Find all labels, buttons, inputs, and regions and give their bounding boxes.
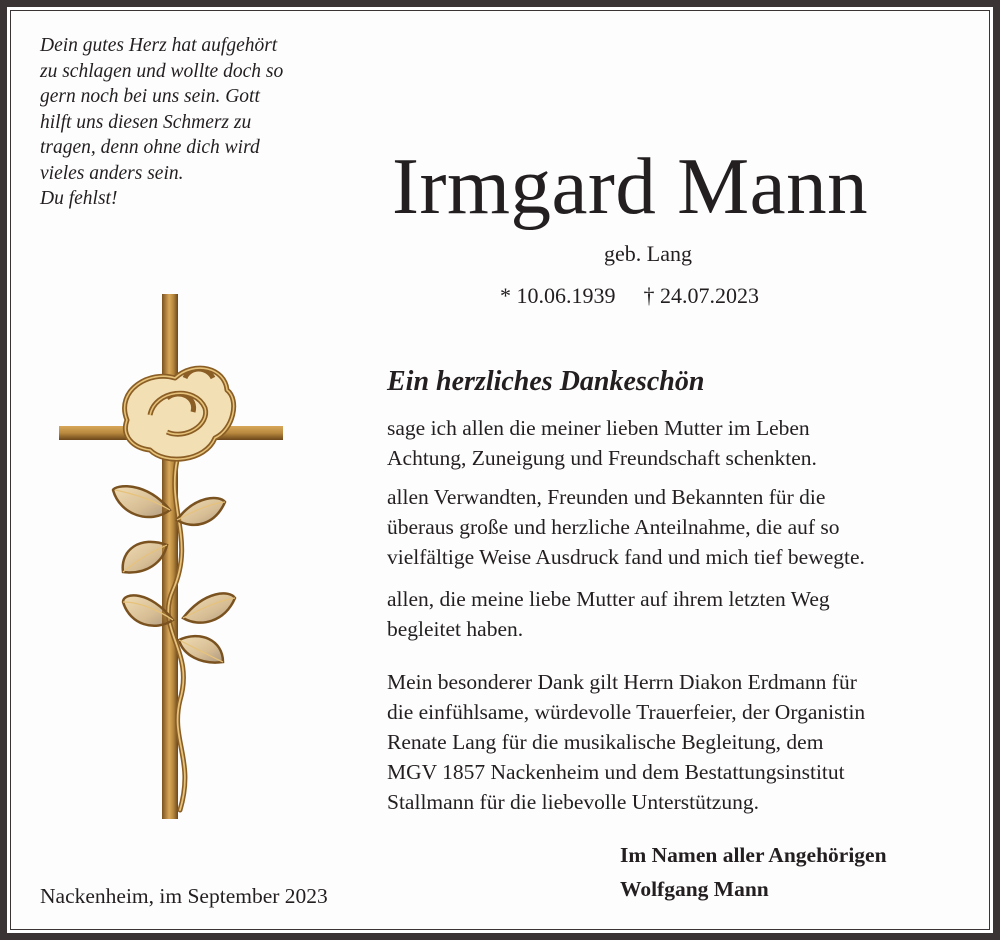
life-dates <box>500 282 759 310</box>
motto-line: Du fehlst! <box>40 188 118 209</box>
born-name: geb. Lang <box>604 241 692 266</box>
thanks-paragraph-1 <box>387 413 817 473</box>
paragraph-line: Stallmann für die liebevolle Unterstützung. <box>387 790 759 814</box>
signature-block <box>620 838 887 906</box>
signature-line-1: Im Namen aller Angehörigen <box>620 843 887 867</box>
motto-line: vieles anders sein. <box>40 162 184 184</box>
paragraph-line: sage ich allen die meiner lieben Mutter im Leben <box>387 416 810 440</box>
paragraph-line: die einfühlsame, würdevolle Trauerfeier, der Organistin <box>387 700 866 724</box>
motto-line: hilft uns diesen Schmerz zu <box>40 111 252 133</box>
cross-with-rose-icon <box>55 290 290 825</box>
thanks-paragraph-4 <box>387 667 865 817</box>
paragraph-line: Renate Lang für die musikalische Begleitung, dem <box>387 730 824 754</box>
motto-line: gern noch bei uns sein. Gott <box>40 86 260 107</box>
paragraph-line: begleitet haben. <box>387 617 524 641</box>
paragraph-line: Mein besonderer Dank gilt Herrn Diakon Erdmann für <box>387 670 857 694</box>
thanks-paragraph-3 <box>387 584 830 644</box>
paragraph-line: MGV 1857 Nackenheim und dem Bestattungsinstitut <box>387 760 845 784</box>
signature-line-2: Wolfgang Mann <box>620 877 769 901</box>
paragraph-line: allen Verwandten, Freunden und Bekannten für die <box>387 485 826 509</box>
thanks-heading: Ein herzliches Dankeschön <box>387 366 705 397</box>
paragraph-line: Achtung, Zuneigung und Freundschaft schenkten. <box>387 446 817 470</box>
motto-line: tragen, denn ohne dich wird <box>40 137 260 158</box>
motto-verse <box>40 33 340 212</box>
deceased-name: Irmgard Mann <box>392 141 869 231</box>
motto-line: zu schlagen und wollte doch so <box>40 60 284 82</box>
motto-line: Dein gutes Herz hat aufgehört <box>40 35 278 56</box>
thanks-paragraph-2 <box>387 482 865 572</box>
place-date: Nackenheim, im September 2023 <box>40 884 328 908</box>
paragraph-line: vielfältige Weise Ausdruck fand und mich tief bewegte. <box>387 545 865 569</box>
death-date: † 24.07.2023 <box>643 283 759 308</box>
paragraph-line: überaus große und herzliche Anteilnahme, die auf so <box>387 515 840 539</box>
paragraph-line: allen, die meine liebe Mutter auf ihrem letzten Weg <box>387 587 830 611</box>
birth-date: * 10.06.1939 <box>500 283 616 308</box>
